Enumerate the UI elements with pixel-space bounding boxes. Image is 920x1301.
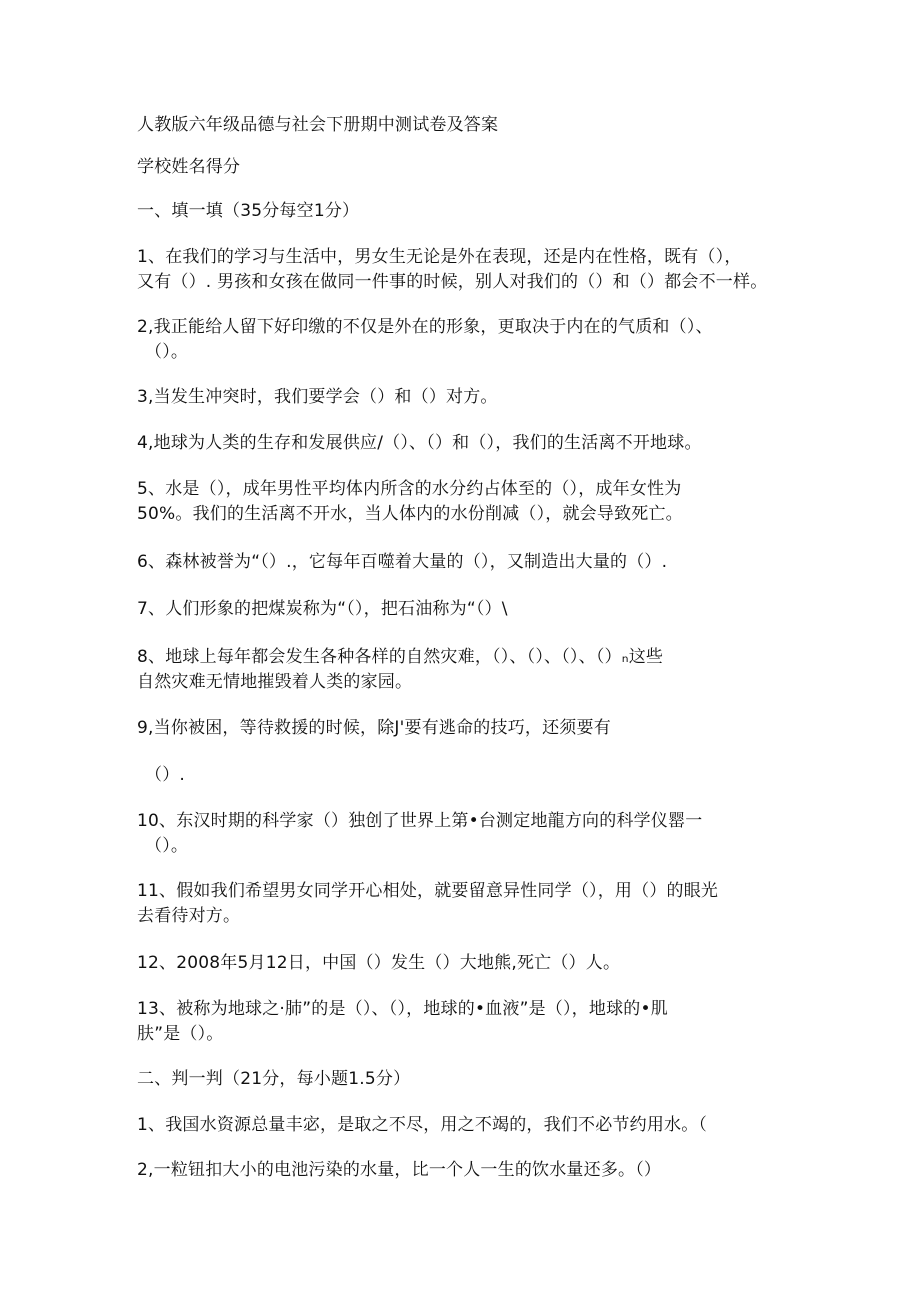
question-1-line-1: 1、在我们的学习与生活中，男女生无论是外在表现，还是内在性格，既有（）， [137, 247, 742, 267]
judgment-question-1: 1、我国水资源总量丰宓，是取之不尽，用之不竭的，我们不必节约用水。（ [137, 1115, 708, 1135]
question-6: 6、森林被誉为“（）.，它每年百噬着大量的（），又制造出大量的（）. [137, 552, 668, 572]
question-11-line-2: 去看待对方。 [137, 906, 241, 926]
section-2-heading: 二、判一判（21分，每小题1.5分） [137, 1069, 411, 1089]
question-7: 7、人们形象的把煤炭称为“（），把石油称为“（）\ [137, 599, 508, 619]
question-12: 12、2008年5月12日，中国（）发生（）大地熊,死亡（）人。 [137, 953, 621, 973]
question-4: 4,地球为人类的生存和发展供应/（）、（）和（），我们的生活离不开地球。 [137, 433, 702, 453]
question-11-line-1: 11、假如我们希望男女同学开心相处，就要留意异性同学（），用（）的眼光 [137, 881, 719, 901]
section-1-heading: 一、填一填（35分每空1分） [137, 201, 360, 221]
question-2-line-2: （）。 [145, 342, 189, 362]
question-13-line-2: 肤”是（）。 [137, 1024, 224, 1044]
question-1-line-2: 又有（）. 男孩和女孩在做同一件事的时候，别人对我们的（）和（）都会不一样。 [137, 272, 768, 292]
question-13-line-1: 13、被称为地球之·肺”的是（）、（），地球的•血液”是（），地球的•肌 [137, 999, 668, 1019]
question-8-line-2: 自然灾难无情地摧毁着人类的家园。 [137, 672, 413, 692]
header-fields: 学校姓名得分 [137, 157, 241, 177]
question-10-line-2: （）。 [145, 836, 189, 856]
judgment-question-2: 2,一粒钮扣大小的电池污染的水量，比一个人一生的饮水量还多。（） [137, 1160, 662, 1180]
document-title: 人教版六年级品德与社会下册期中测试卷及答案 [137, 115, 499, 135]
question-5-line-1: 5、水是（），成年男性平均体内所含的水分约占体至的（），成年女性为 [137, 479, 682, 499]
question-10-line-1: 10、东汉时期的科学家（）独创了世界上第•台测定地龍方向的科学仪罂一 [137, 811, 703, 831]
question-3: 3,当发生冲突时，我们要学会（）和（）对方。 [137, 387, 498, 407]
question-9-line-1: 9,当你被困，等待救援的时候，除J'要有逃命的技巧，还须要有 [137, 718, 611, 738]
question-5-line-2: 50%。我们的生活离不开水，当人体内的水份削减（），就会导致死亡。 [137, 504, 683, 524]
question-9-line-2: （）. [145, 765, 186, 785]
question-8-line-1: 8、地球上每年都会发生各种各样的自然灾难，（）、（）、（）、（）ₙ这些 [137, 647, 664, 667]
question-2-line-1: 2,我正能给人留下好印缴的不仅是外在的形象，更取决于内在的气质和（）、 [137, 317, 713, 337]
